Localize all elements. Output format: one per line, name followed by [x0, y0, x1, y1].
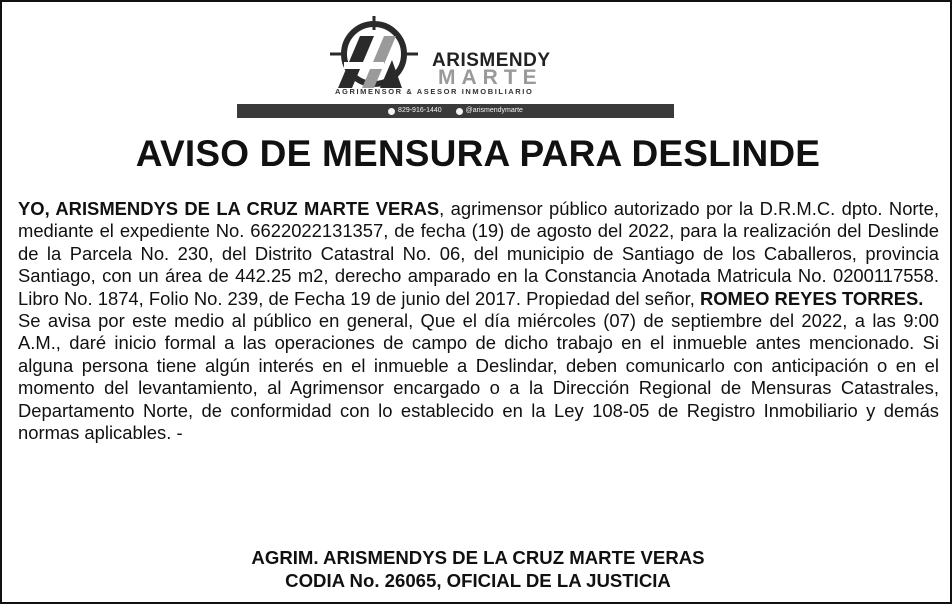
declarant-name: YO, ARISMENDYS DE LA CRUZ MARTE VERAS	[18, 198, 440, 219]
paragraph-declaration	[18, 198, 939, 310]
whatsapp-icon	[388, 108, 395, 115]
brand-surname: MARTE	[438, 66, 543, 89]
social-handle: @arismendymarte	[465, 107, 523, 114]
brand-name: ARISMENDY	[432, 50, 551, 71]
instagram-icon	[456, 108, 463, 115]
signature-credentials: CODIA No. 26065, OFICIAL DE LA JUSTICIA	[285, 570, 671, 591]
notice-title: AVISO DE MENSURA PARA DESLINDE	[135, 133, 821, 174]
brand-tagline: AGRIMENSOR & ASESOR INMOBILIARIO	[335, 87, 534, 96]
notice-body	[18, 198, 939, 444]
declaration-text: , agrimensor público autorizado por la D.R.M.C. dpto. Norte, mediante el expediente No. 6622022131357, de fecha (19) de agosto del 2022, para la realización del Deslinde de la Parcela No. 230, del Distrito Catastral No. 06, del municipio de Santiago de los Caballeros, provincia Santiago, con un área de 442.25 m2, derecho amparado en la Constancia Anotada Matricula No. 0200117558. Libro No. 1874, Folio No. 239, de Fecha 19 de junio del 2017. Propiedad del señor,	[18, 198, 939, 309]
phone-number: 829-916-1440	[398, 107, 442, 114]
signature-block	[2, 546, 952, 592]
signature-name: AGRIM. ARISMENDYS DE LA CRUZ MARTE VERAS	[251, 547, 705, 568]
paragraph-notice: Se avisa por este medio al público en general, Que el día miércoles (07) de septiembre del 2022, a las 9:00 A.M., daré inicio formal a las operaciones de campo de dicho trabajo en el inmueble antes mencionado. Si alguna persona tiene algún interés en el inmueble a Deslindar, deben comunicarlo con anticipación o en el momento del levantamiento, al Agrimensor encargado o a la Dirección Regional de Mensuras Catastrales, Departamento Norte, de conformidad con lo establecido en la Ley 108-05 de Registro Inmobiliario y demás normas aplicables. -	[18, 310, 939, 444]
brand-logo	[2, 12, 952, 122]
contact-social	[456, 104, 523, 118]
owner-name: ROMEO REYES TORRES.	[699, 287, 924, 309]
contact-phone	[388, 104, 442, 118]
contact-bar	[237, 104, 674, 118]
